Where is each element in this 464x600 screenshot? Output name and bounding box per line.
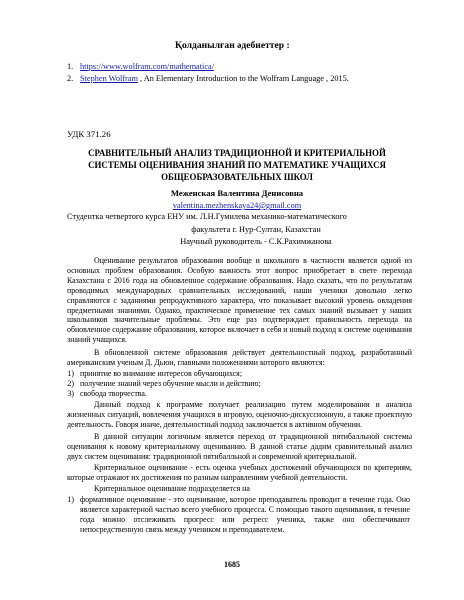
author-email[interactable]: valentina.mezhenskaya24@gmail.com	[172, 201, 302, 210]
affiliation-line-1: Студентка четвертого курса ЕНУ им. Л.Н.Гумилева механико-математического	[67, 212, 347, 221]
list-text: принятие во внимание интересов обучающихся;	[80, 369, 243, 378]
author-name: Меженская Валентина Денисовна	[170, 188, 304, 198]
udc-code: УДК 371.26	[67, 129, 111, 139]
title-line: ОБЩЕОБРАЗОВАТЕЛЬНЫХ ШКОЛ	[161, 172, 313, 182]
reference-item-2	[67, 74, 349, 83]
paragraph-text: Оценивание результатов образования вообще и школьного в частности является одной из основных проблем образования. Особую важность этот вопрос приобретает в свете перехода Казахстана с 2016 года на обновленное содержание образования. Надо сказать, что по результатам проводимых международных сравнительных исследований, наши ученики довольно легко справляются с заданиями репродуктивного характера, что показывает высокий уровень овладения предметными знаниями. Однако, практическое применение тех самых знаний вызывает у наших школьников значительные проблемы. Это еще раз подтверждает правильность перехода на обновленное содержание образования, которое включает в себя и новый подход к системе оценивания знаний учащихся.	[67, 256, 412, 345]
paragraph-text: Данный подход к программе получает реализацию путем моделирования и анализа жизненных ситуаций, вовлечения учащихся в игровую, оценочно-дискуссионную, а также проектную деятельность. Говоря иначе, деятельностный подход заключается в активном обучении.	[67, 400, 412, 429]
list-number: 3)	[67, 389, 74, 398]
paragraph-text: Критериальное оценивание подразделяется на	[94, 484, 250, 493]
list-item	[52, 495, 412, 535]
reference-link-wolfram[interactable]: https://www.wolfram.com/mathematica/	[80, 62, 215, 71]
list-number: 2)	[67, 379, 74, 388]
paragraph-text: В обновленной системе образования действует деятельностный подход, разработанный американским ученым Д. Дьюи, главными положениями которого являются:	[67, 348, 412, 367]
list-text: формативное оценивание - это оценивание, которое преподаватель проводит в течение года. Оно является характерной частью всего учебного процесса. С помощью такого оценивания, в течение года можно отслеживать прогресс или регресс ученика, также оно обеспечивают непосредственную связь между учеником и преподавателем.	[80, 495, 410, 534]
list-item	[52, 379, 412, 389]
references-heading: Қолданылған әдебиеттер :	[175, 40, 290, 51]
reference-number: 2.	[67, 74, 74, 83]
list-number: 1)	[67, 495, 74, 504]
body-paragraph-4	[67, 432, 412, 462]
list-text: свобода творчества.	[80, 389, 147, 398]
list-text: получение знаний через обучение мысли и действию;	[80, 379, 261, 388]
body-paragraph-1	[67, 256, 412, 345]
affiliation-line-2: факультета г. Нур-Султан, Казахстан	[191, 225, 321, 234]
title-line: СРАВНИТЕЛЬНЫЙ АНАЛИЗ ТРАДИЦИОННОЙ И КРИТЕРИАЛЬНОЙ	[88, 148, 386, 158]
article-title	[60, 147, 414, 183]
reference-link-author[interactable]: Stephen Wolfram	[80, 74, 138, 83]
list-number: 1)	[67, 369, 74, 378]
author-email-link[interactable]	[60, 200, 414, 212]
list-item	[52, 389, 412, 399]
body-paragraph-5	[67, 463, 412, 483]
body-paragraph-2	[67, 348, 412, 368]
scientific-advisor: Научный руководитель - С.К.Рахимжанова	[180, 237, 332, 246]
reference-number: 1.	[67, 62, 74, 71]
body-paragraph-6	[67, 484, 412, 494]
list-item	[52, 369, 412, 379]
reference-item-1	[67, 62, 214, 71]
paragraph-text: Критериальное оценивание - есть оценка учебных достижений обучающихся по критериям, которые отражают их достижения по разным направлениям учебной деятельности.	[67, 463, 412, 482]
paragraph-text: В данной ситуации логичным является переход от традиционной пятибалльной системы оценивания к новому критериальному оцениванию. В данной статье дадим сравнительный анализ двух систем оценивания: традиционной пятибалльной и современной критериальной.	[67, 432, 412, 461]
page-number: 1685	[224, 560, 240, 569]
body-paragraph-3	[67, 400, 412, 430]
reference-text: , An Elementary Introduction to the Wolfram Language , 2015.	[137, 74, 349, 83]
title-line: СИСТЕМЫ ОЦЕНИВАНИЯ ЗНАНИЙ ПО МАТЕМАТИКЕ УЧАЩИХСЯ	[88, 160, 386, 170]
